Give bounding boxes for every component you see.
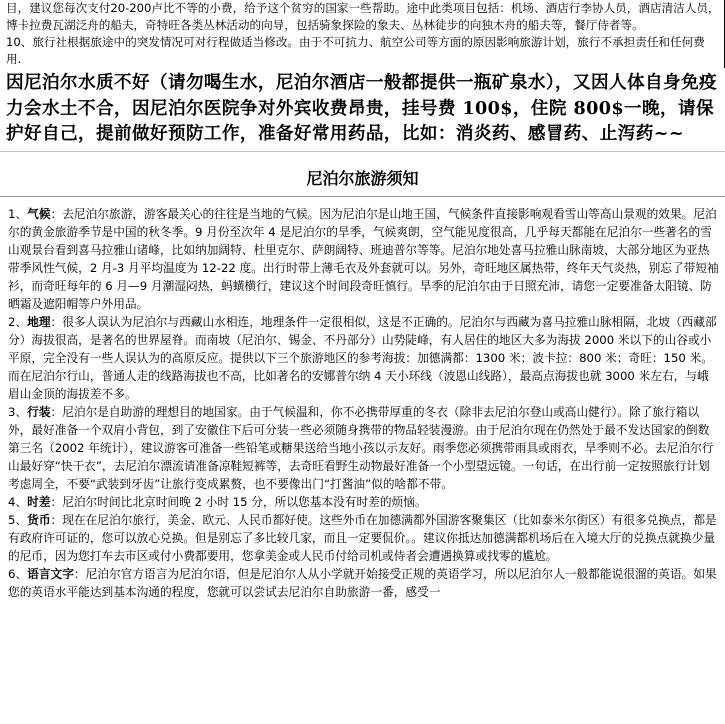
tip-number: 4、 [8,494,28,509]
tip-number: 6、 [8,566,28,581]
tip-heading: 气候 [27,206,51,221]
tip-text: ：尼泊尔是自助游的理想目的地国家。由于气候温和，你不必携带厚重的冬衣（除非去尼泊尔登山或高山健行）。除了旅行箱以外，最好准备一个双肩小背包，到了安徽住下后可分装一些必须随身携带的物品轻装漫游。由于尼泊尔现在仍然处于最不发达国家的倒数第三名（2002 年统计），建议游客可准备一些铅笔或糖果送给当地小孩以示友好。雨季您必须携带雨具或雨衣，旱季则不必。去尼泊尔行山最好穿“快干衣”，去尼泊尔漂流请准备凉鞋短裤等，去奇旺看野生动物最好准备一个小型望远镜。一句话，在出行前一定按照旅行计划考虑周全，不要“武装到牙齿”让旅行变成累赘，也不要像出门“打酱油”似的啥都不带。 [8,404,714,491]
tip-number: 3、 [8,404,28,419]
top-notes [0,0,725,68]
tip-text: ：尼泊尔官方语言为尼泊尔语，但是尼泊尔人从小学就开始接受正规的英语学习，所以尼泊尔人一般都能说很溜的英语。如果您的英语水平能达到基本沟通的程度，您就可以尝试去尼泊尔自助旅游一番，感受一 [8,566,717,599]
tip-language [8,565,719,601]
tip-heading: 时差 [27,494,51,509]
tip-number: 1、 [8,206,28,221]
tipping-paragraph: 目，建议您每次支付20-200卢比不等的小费，给予这个贫穷的国家一些帮助。途中此类项目包括：机场、酒店行李协人员，酒店清洁人员，博卡拉费瓦湖泛舟的船夫，奇特旺各类丛林活动的向导，包括骑象探险的象夫、丛林徒步的向独木舟的船夫等，餐厅侍者等。 [6,1,720,32]
section-title: 尼泊尔旅游须知 [306,168,419,188]
tip-heading: 货币 [27,512,51,527]
tip-luggage [8,403,719,493]
tip-text: ：尼泊尔时间比北京时间晚 2 小时 15 分，所以您基本没有时差的烦恼。 [50,494,427,509]
tip-time-difference [8,493,719,511]
tip-heading: 语言文字 [27,566,74,581]
tip-heading: 地理 [27,314,51,329]
tip-currency [8,511,719,565]
tip-climate [8,205,719,313]
tip-heading: 行装 [27,404,51,419]
itinerary-change-paragraph: 10、旅行社根据旅途中的突发情况可对行程做适当修改。由于不可抗力、航空公司等方面的原因影响旅游计划，旅行不承担责任和任何费用. [6,35,705,66]
health-warning: 因尼泊尔水质不好（请勿喝生水，尼泊尔酒店一般都提供一瓶矿泉水），又因人体自身免疫力会水土不合，因尼泊尔医院争对外宾收费昂贵，挂号费 100$，住院 800$一晚，请保护好自己，提前做好预防工作，准备好常用药品，比如：消炎药、感冒药、止泻药~~ [6,72,717,144]
tip-text: ：去尼泊尔旅游，游客最关心的往往是当地的气候。因为尼泊尔是山地王国，气候条件直接影响观看雪山等高山景观的效果。尼泊尔的黄金旅游季节是中国的秋冬季。9 月份至次年 4 是尼泊尔的旱季，气候爽朗，空气能见度很高，几乎每天都能在尼泊尔一些著名的雪山观景台看到喜马拉雅山诸峰，比如纳加阔特、杜里克尔、萨朗阔特、班迪普尔等等。尼泊尔地处喜马拉雅山脉南坡，大部分地区为亚热带季风性气候，2 月-3 月平均温度为 12-22 度。出行时带上薄毛衣及外套就可以。另外，奇旺地区属热带，终年天气炎热，别忘了带短袖衫，而奇旺每年的 6 月—9 月潮湿闷热，蚂蟥横行，建议这个时间段奇旺慎行。旱季的尼泊尔由于日照充沛，请您一定要准备太阳镜、防晒霜及遮阳帽等户外用品。 [8,206,719,311]
tip-text: ：很多人误认为尼泊尔与西藏山水相连，地理条件一定很相似，这是不正确的。尼泊尔与西藏为喜马拉雅山脉相隔，北坡（西藏部分）海拔很高，是著名的世界屋脊。而南坡（尼泊尔、锡金、不丹部分）山势陡峰，有人居住的地区大多为海拔 2000 米以下的山谷或小平原，完全没有一些人误认为的高原反应。提供以下三个旅游地区的参考海拔：加德满都：1300 米；波卡拉：800 米；奇旺：150 米。而在尼泊尔行山，普通人走的线路海拔也不高，比如著名的安娜普尔纳 4 天小环线（波恩山线路），最高点海拔也就 3000 米左右，与峨眉山金顶的海拔差不多。 [8,314,717,401]
tip-number: 5、 [8,512,28,527]
section-divider [0,151,725,158]
tip-text: ：现在在尼泊尔旅行，美金、欧元、人民币都好使。这些外币在加德满都外国游客聚集区（比如泰米尔街区）有很多兑换点，都是有政府许可证的，您可以放心兑换。但是别忘了多比较几家，而且一定要侃价。。建议你抵达加德满都机场后在入境大厅的兑换点就换少量的尼币，因为您打车去市区或付小费都要用，您拿美金或人民币付给司机或侍者会遭遇换算或找零的尴尬。 [8,512,717,563]
tip-geography [8,313,719,403]
tip-number: 2、 [8,314,28,329]
travel-tips [0,197,725,601]
